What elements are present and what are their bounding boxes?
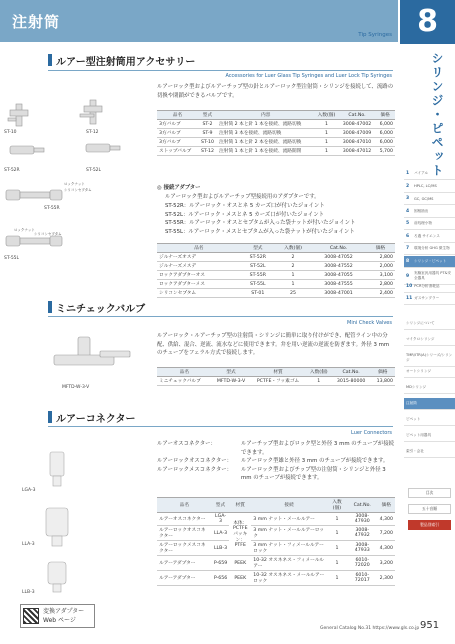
table-cell: 1 <box>306 377 332 386</box>
connector-description <box>157 457 395 466</box>
sidebar-item-label: 固相抽出 <box>414 208 429 213</box>
sidebar-item-number: 3 <box>406 196 410 201</box>
table-cell: 7,200 <box>378 526 395 541</box>
table-cell: ルアーロックオスコネクター <box>157 526 212 541</box>
sidebar-subitem[interactable]: TMR/ITR(A)シリーズ/シリンジ <box>404 350 455 367</box>
table-cell: 3方バルブ <box>157 138 198 147</box>
table-cell: 3 mm ナット・メールルアーロック <box>251 526 327 541</box>
chapter-number: 8 <box>400 0 455 44</box>
table-cell: P-656 <box>212 571 230 586</box>
luer-connector-illustrations <box>20 448 130 598</box>
table-cell: ST-55R <box>241 271 275 280</box>
table-header: 接続 <box>251 498 327 513</box>
table-header: 入数(個) <box>327 498 347 513</box>
table-cell: 5,700 <box>375 147 395 156</box>
image-caption: ST-10 <box>4 130 17 135</box>
table-cell: ST-12 <box>198 147 217 156</box>
table-cell: 1 <box>314 138 338 147</box>
table-cell: ST-2 <box>198 120 217 129</box>
table-cell: 1 <box>275 280 311 289</box>
sidebar-item[interactable] <box>404 193 455 205</box>
table-row <box>157 377 395 386</box>
table-cell: ルアーアダプター <box>157 556 212 571</box>
table-header: 品名 <box>157 498 212 513</box>
table-header: 入数(個) <box>314 111 338 120</box>
table-cell: 3008-47010 <box>339 138 376 147</box>
sidebar-item-label: バイアル <box>414 171 429 175</box>
adapter-title: ◎ 接続アダプター <box>157 185 201 191</box>
qr-code-icon <box>23 608 39 624</box>
table-header: 型式 <box>241 244 275 253</box>
image-caption: ST-55L <box>4 256 20 261</box>
footer-catalog <box>320 626 419 631</box>
table-header: 価格 <box>378 498 395 513</box>
table-cell: ST-55L <box>241 280 275 289</box>
material-merged-cell: 本体：PCTFE パッキン：PTFE <box>229 513 251 556</box>
table-row <box>157 129 395 138</box>
section-divider <box>48 426 393 427</box>
sidebar-item-label: 前処理小物 <box>414 221 432 225</box>
table-cell: 3008-47012 <box>339 147 376 156</box>
adapter-table <box>157 243 395 298</box>
table-header: 価格 <box>371 368 395 377</box>
table-cell: 1 <box>314 120 338 129</box>
web-link-line1: 変換アダプター <box>43 608 85 615</box>
table-cell: 4,300 <box>378 541 395 556</box>
sidebar-subitem[interactable]: MDシリンジ <box>404 382 455 394</box>
sidebar-subitem[interactable]: マイクロシリンジ <box>404 334 455 346</box>
table-row <box>157 571 395 586</box>
table-cell: 3008-47555 <box>311 280 366 289</box>
table-cell: 3008-47930 <box>347 513 378 526</box>
table-cell: 注射筒 3 本を接続、流路切換 <box>217 129 314 138</box>
sidebar-item-label: 実験室汎用器具 PT&安全器具 <box>414 271 452 280</box>
sidebar-item[interactable] <box>404 206 455 218</box>
sidebar-item-number: 1 <box>406 171 410 176</box>
table-cell: LLA-3 <box>212 526 230 541</box>
table-cell: PCTFE・フッ素ゴム <box>250 377 305 386</box>
table-cell: 6,000 <box>375 138 395 147</box>
table-header: Cat.No. <box>311 244 366 253</box>
section-bar <box>48 54 52 66</box>
table-row <box>157 280 395 289</box>
sidebar-item-number: 7 <box>406 246 410 251</box>
luer-connector-descriptions <box>157 440 395 483</box>
section-description: ルアーロック型およびルアーチップ型の針とルアーロック型注射筒・シリンジを接続して、流路の切換や閉鎖ができるバルブです。 <box>157 84 394 99</box>
table-cell: ルアーアダプター <box>157 571 212 586</box>
table-cell: ST-10 <box>198 138 217 147</box>
sidebar-item[interactable] <box>404 243 455 255</box>
adapter-line: ST-52R：ルアーロック・オスとネ 5 カーズ口が付いたジョイント <box>165 203 325 209</box>
table-header: 型式 <box>212 368 251 377</box>
table-header: 価格 <box>375 111 395 120</box>
table-cell: LGA-3 <box>212 513 230 526</box>
sidebar-button[interactable]: 製品別索引 <box>408 520 451 530</box>
section-divider <box>48 316 393 317</box>
table-cell: 6010-72020 <box>347 556 378 571</box>
table-cell: 4,300 <box>378 513 395 526</box>
sidebar-item-label: 環境分析 GHG 微生物 <box>414 246 450 250</box>
sidebar-item-label: GC, GC/MS <box>414 196 434 201</box>
table-header: 価格 <box>366 244 395 253</box>
adapter-line: ST-55R：ルアーロック・オスとセプタムが入った袋ナットが付いたジョイント <box>165 220 356 226</box>
page-number: 951 <box>420 620 440 631</box>
table-cell: 3008-47932 <box>347 526 378 541</box>
catalog-url: https://www.gls.co.jp <box>372 626 420 631</box>
sidebar-button[interactable]: 五十音順 <box>408 504 451 514</box>
table-cell: 3,200 <box>378 556 395 571</box>
table-header: 内容 <box>217 111 314 120</box>
sidebar-item-number: 11 <box>406 296 413 301</box>
table-cell: 2 <box>275 262 311 271</box>
sidebar-subitem[interactable]: シリンジについて <box>404 318 455 330</box>
sidebar-item[interactable] <box>404 281 455 293</box>
valve-table <box>157 110 395 156</box>
accessories-image-area <box>4 96 144 286</box>
table-cell: 3008-47002 <box>339 120 376 129</box>
sidebar-item-number: 4 <box>406 208 410 214</box>
image-caption: LLA-3 <box>22 542 35 547</box>
table-cell: ST-9 <box>198 129 217 138</box>
table-cell: 1 <box>327 556 347 571</box>
catalog-name: General Catalog No.31 <box>320 626 372 631</box>
table-header: 入数(個) <box>306 368 332 377</box>
table-cell: 6,000 <box>375 129 395 138</box>
table-header: 品名 <box>157 111 198 120</box>
table-cell: ルアーロックメスコネクター <box>157 541 212 556</box>
connector-description <box>157 466 395 483</box>
table-cell: 3,100 <box>366 271 395 280</box>
sidebar-item-label: シリンジ・ピペット <box>414 258 447 263</box>
sidebar-item[interactable] <box>404 293 455 305</box>
sidebar-item-number: 5 <box>406 221 410 226</box>
luer-connector-table <box>157 497 395 586</box>
table-cell: ST-52L <box>241 262 275 271</box>
table-cell: 6010-72017 <box>347 571 378 586</box>
sidebar-item-number: 6 <box>406 233 410 239</box>
table-header: 型式 <box>198 111 217 120</box>
table-cell: 1 <box>327 571 347 586</box>
table-cell: 3方バルブ <box>157 129 198 138</box>
sidebar-item-number: 10 <box>406 283 413 289</box>
chapter-title: シリンジ・ピペット <box>430 52 444 178</box>
table-cell: 3 mm ナット・フィメールルアーロック <box>251 541 327 556</box>
connector-text: ルアーチップ型およびロック型と外径 3 mm のチューブが接続できます。 <box>241 441 394 456</box>
table-row <box>157 541 395 556</box>
table-cell: 3008-47001 <box>311 289 366 298</box>
table-cell: 3008-47009 <box>339 129 376 138</box>
table-header: Cat.No. <box>332 368 371 377</box>
table-cell: LLB-3 <box>212 541 230 556</box>
image-note: シリコンセプタム <box>64 188 92 192</box>
table-cell: 注射筒 2 本と針 1 本を接続、流路切換 <box>217 120 314 129</box>
table-cell: 3015-80000 <box>332 377 371 386</box>
image-note: シリコンセプタム <box>34 232 62 236</box>
table-row <box>157 526 395 541</box>
table-row <box>157 253 395 262</box>
table-cell: ジルナーズメスデ <box>157 262 241 271</box>
sidebar-item[interactable] <box>404 218 455 230</box>
table-cell: 3008-47052 <box>311 253 366 262</box>
sidebar-item[interactable] <box>404 181 455 193</box>
sidebar-item[interactable] <box>404 168 455 180</box>
image-caption: ST-52R <box>4 168 20 173</box>
table-cell: PEEK <box>229 556 251 571</box>
table-cell: 13,800 <box>371 377 395 386</box>
page-title-english: Tip Syringes <box>358 32 392 38</box>
table-cell: ルアーオスコネクター <box>157 513 212 526</box>
table-cell: 10-32 オスネネス・フィメールルアー <box>251 556 327 571</box>
section-english-luer-connector: Luer Connectors <box>351 430 392 436</box>
adapter-line: ST-52L：ルアーロック・メスとネ 5 カーズ口が付いたジョイント <box>165 211 325 218</box>
table-cell: 3008-47055 <box>311 271 366 280</box>
table-cell: 2,400 <box>366 289 395 298</box>
table-cell: PEEK <box>229 571 251 586</box>
sidebar-item-number: 9 <box>406 273 410 279</box>
table-cell: 1 <box>327 541 347 556</box>
sidebar-item-number: 2 <box>406 183 410 189</box>
table-cell: MFTD-W-3-V <box>212 377 251 386</box>
section-english-check-valve: Mini Check Valves <box>347 320 392 326</box>
table-row <box>157 138 395 147</box>
check-valve-image <box>40 335 140 390</box>
sidebar-item-label: HPLC, LC/MS <box>414 184 437 188</box>
table-cell: 2,800 <box>366 253 395 262</box>
table-row <box>157 289 395 298</box>
table-cell: 1 <box>314 129 338 138</box>
connector-name: ルアーロックオスコネクター： <box>157 458 233 464</box>
table-cell: ロックアダプターメス <box>157 280 241 289</box>
table-header: 材質 <box>250 368 305 377</box>
section-divider <box>48 70 393 71</box>
table-cell: 3008-47552 <box>311 262 366 271</box>
table-cell: ストップバルブ <box>157 147 198 156</box>
sidebar-subitem[interactable]: ピペット <box>404 414 455 426</box>
check-valve-table <box>157 367 395 386</box>
section-title-check-valve: ミニチェックバルブ <box>56 304 146 315</box>
table-header: 型式 <box>212 498 230 513</box>
sidebar-item-label: PCR分析消耗品 <box>414 283 440 288</box>
table-row <box>157 262 395 271</box>
sidebar-subitem[interactable]: ピペット用器具 <box>404 430 455 442</box>
table-cell: 2,300 <box>378 571 395 586</box>
image-caption: LGA-3 <box>22 488 36 493</box>
connector-text: ルアーロック型雄と外径 3 mm のチューブが接続できます。 <box>241 458 389 464</box>
page-title: 注射筒 <box>12 13 61 31</box>
check-valve-description: ルアーロック・ルアーチップ型の注射筒・シリンジに簡単に取り付けができ、配管ライン中の分配、供給、混合、逆流、流水などに使用できます。弁を用い逆流の逆流を防ぎます。外径 3 mm のチューブをフェラル方式で接続します。 <box>157 333 390 356</box>
table-cell: 1 <box>314 147 338 156</box>
adapter-intro: ルアーロック型およびルアーチップ型接続用のアダプターです。 <box>165 194 320 200</box>
section-title-luer-connector: ルアーコネクター <box>56 414 136 425</box>
table-cell: ST-52R <box>241 253 275 262</box>
adapter-line: ST-55L：ルアーロック・メスとセプタムが入った袋ナットが付いたジョイント <box>165 228 355 235</box>
check-valve-illustration <box>40 335 140 390</box>
check-valve-caption: MFTD-W-3-V <box>62 385 90 390</box>
image-caption: ST-52L <box>86 168 102 173</box>
table-cell: 注射筒 1 本と針 2 本を接続、流路切換 <box>217 138 314 147</box>
table-cell: 2,800 <box>366 280 395 289</box>
table-cell: 2,000 <box>366 262 395 271</box>
image-note: ロックナット <box>14 228 35 232</box>
connector-name: ルアーオスコネクター： <box>157 441 216 447</box>
table-cell: 注射筒 1 本と針 1 本を接続、流路開閉 <box>217 147 314 156</box>
section-title-accessories: ルアー型注射筒用アクセサリー <box>56 57 196 68</box>
table-cell: 25 <box>275 289 311 298</box>
image-caption: ST-55R <box>44 206 60 211</box>
table-cell: ミニチェックバルブ <box>157 377 212 386</box>
sidebar-item-label: ろ過 サイエンス <box>414 233 440 238</box>
table-cell: 1 <box>327 513 347 526</box>
table-row <box>157 147 395 156</box>
table-header: 品名 <box>157 368 212 377</box>
table-cell: 6,000 <box>375 120 395 129</box>
section-bar <box>48 411 52 423</box>
table-cell: 2 <box>275 253 311 262</box>
sidebar-item-label: ガスサンプラー <box>414 296 440 300</box>
table-row <box>157 120 395 129</box>
section-bar <box>48 301 52 313</box>
table-row <box>157 556 395 571</box>
table-cell: P-659 <box>212 556 230 571</box>
table-cell: 1 <box>327 526 347 541</box>
table-row <box>157 513 395 526</box>
table-header: Cat.No. <box>347 498 378 513</box>
table-cell: 3方バルブ <box>157 120 198 129</box>
web-page-link[interactable] <box>20 604 95 628</box>
section-english-accessories: Accessories for Luer Glass Tip Syringes and Luer Lock Tip Syringes <box>225 73 392 79</box>
sidebar-item[interactable] <box>404 256 455 268</box>
table-cell: 3 mm ナット・メールルアー <box>251 513 327 526</box>
sidebar-subitem[interactable]: 索引・会社 <box>404 446 455 458</box>
table-cell: 3008-47933 <box>347 541 378 556</box>
table-cell: 1 <box>275 271 311 280</box>
sidebar-subitem[interactable]: オートシリンジ <box>404 366 455 378</box>
adapter-lines <box>165 202 395 236</box>
table-header: 材質 <box>229 498 251 513</box>
connector-description <box>157 440 395 457</box>
image-note: ロックナット <box>64 182 85 186</box>
table-cell: ロックアダプターオス <box>157 271 241 280</box>
table-row <box>157 271 395 280</box>
sidebar-button[interactable]: 目次 <box>408 488 451 498</box>
connector-text: ルアーロック型およびチップ型の注射筒・シリンジと外径 3 mm のチューブが接続できます。 <box>241 466 386 481</box>
table-header: 入数(個) <box>275 244 311 253</box>
luer-connector-images <box>20 448 130 598</box>
connector-name: ルアーロックメスコネクター： <box>157 466 233 473</box>
table-cell: シリコンセプタム <box>157 289 241 298</box>
image-caption: LLB-3 <box>22 590 35 595</box>
table-header: Cat.No. <box>339 111 376 120</box>
web-link-line2: Web ページ <box>43 617 76 624</box>
table-cell: 10-32 オスネネス・メールルアーロック <box>251 571 327 586</box>
table-cell: ジルナーズオスデ <box>157 253 241 262</box>
table-header: 品名 <box>157 244 241 253</box>
image-caption: ST-12 <box>86 130 99 135</box>
sidebar-item[interactable] <box>404 231 455 243</box>
table-cell: ST-01 <box>241 289 275 298</box>
sidebar-item-number: 8 <box>406 258 410 264</box>
sidebar-subitem[interactable]: 注射筒 <box>404 398 455 410</box>
